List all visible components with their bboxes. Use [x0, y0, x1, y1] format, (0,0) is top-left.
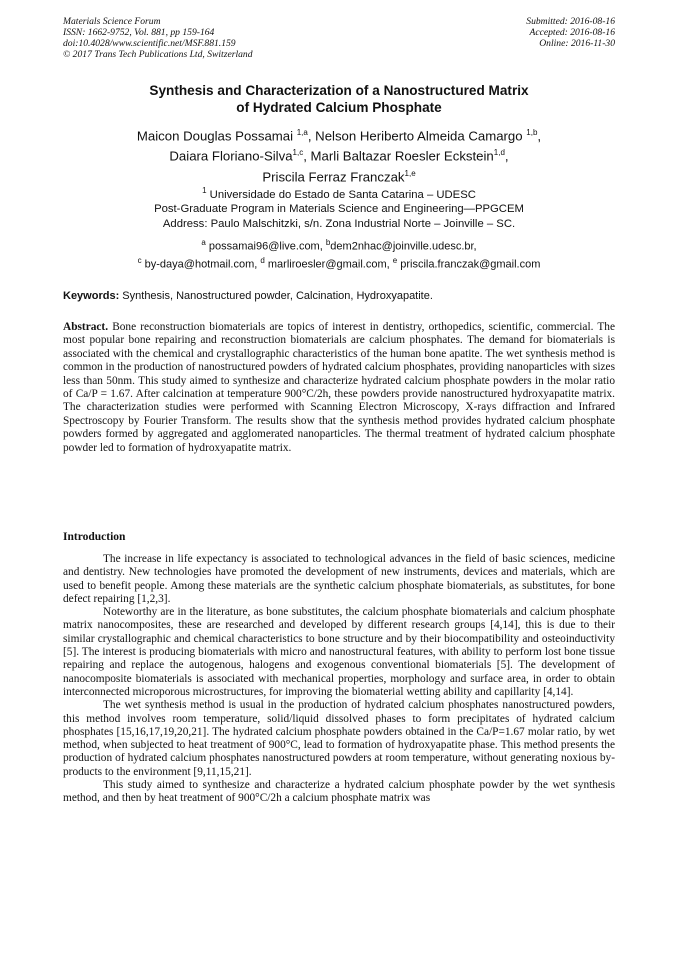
- issn-line: ISSN: 1662-9752, Vol. 881, pp 159-164: [63, 27, 215, 38]
- email-line-1: [40, 236, 638, 254]
- author-separator: ,: [504, 148, 509, 164]
- email-mark: d: [260, 256, 265, 266]
- section-heading-introduction: Introduction: [63, 531, 126, 543]
- abstract-label: Abstract.: [63, 321, 109, 333]
- affiliation-mark: 1: [202, 186, 207, 195]
- email-link[interactable]: dem2nhac@joinville.udesc.br,: [330, 240, 477, 253]
- abstract-text: Bone reconstruction biomaterials are topics of interest in dentistry, orthopedics, scientific, commercial. The most popular bone repairing and reconstruction biomaterials are calcium phosphates. The demand for biomaterials is associated with the chemical and crystallographic characteristics of the human bone apatite. The wet synthesis method is common in the production of nanostructured powders of hydrated calcium phosphates, providing nanoparticles with sizes less than 50nm. This study aimed to synthesize and characterize hydrated calcium phosphate powders in the molar ratio of Ca/P = 1.67. After calcination at temperature 900°C/2h, these powders provide nanostructured hydroxyapatite matrix. The characterization studies were performed with Scanning Electron Microscopy, X-rays diffraction and Infrared Spectroscopy by Fourier Transform. The results show that the synthesis method provides hydrated calcium phosphate powders formed by aggregated and agglomerated nanoparticles. The thermal treatment of hydrated calcium phosphate powder led to formation of hydroxyapatite matrix.: [63, 321, 615, 454]
- author-affil-mark: 1,b: [526, 128, 538, 137]
- email-mark: e: [392, 256, 398, 266]
- accepted-date: Accepted: 2016-08-16: [529, 27, 615, 38]
- author-line-1: [40, 124, 638, 144]
- author-list: [40, 124, 638, 185]
- paragraph: This study aimed to synthesize and characterize a hydrated calcium phosphate powder by the wet synthesis method, and then by heat treatment of 900°C/2h a calcium phosphate matrix was: [63, 779, 615, 805]
- affiliation-line-3: Address: Paulo Malschitzki, s/n. Zona Industrial Norte – Joinville – SC.: [162, 217, 516, 230]
- author-name: , Nelson Heriberto Almeida Camargo: [307, 128, 527, 144]
- author-name: , Marli Baltazar Roesler Eckstein: [303, 148, 494, 164]
- affiliation-institution: Universidade do Estado de Santa Catarina – UDESC: [206, 188, 476, 201]
- keywords: [63, 289, 615, 303]
- author-affil-mark: 1,a: [296, 128, 308, 137]
- submission-dates: [526, 16, 615, 49]
- author-name: Maicon Douglas Possamai: [136, 128, 297, 144]
- email-mark: a: [201, 238, 206, 247]
- email-link[interactable]: possamai96@live.com,: [205, 240, 326, 253]
- affiliation-line-2: Post-Graduate Program in Materials Science and Engineering—PPGCEM: [154, 203, 524, 216]
- affiliation-line-1: [40, 184, 638, 202]
- affiliation: [40, 184, 638, 231]
- email-link[interactable]: priscila.franczak@gmail.com: [397, 258, 541, 271]
- paragraph: The wet synthesis method is usual in the production of hydrated calcium phosphates nanostructured powders, this method involves room temperature, solid/liquid dissolved phases to form precipitates of hydrated calcium phosphates [15,16,17,19,20,21]. The hydrated calcium phosphate powders obtained in the Ca/P=1.67 molar ratio, by wet method, when subjected to heat treatment of 900°C, lead to formation of hydroxyapatite phase. This method presents the production of hydrated calcium phosphates nanostructured powders at room temperature, without generating noxious by-products to the environment [9,11,15,21].: [63, 699, 615, 778]
- journal-info: [63, 16, 253, 60]
- email-line-2: [40, 254, 638, 272]
- author-affil-mark: 1,e: [404, 168, 416, 178]
- author-emails: [40, 236, 638, 272]
- author-affil-mark: 1,c: [292, 148, 304, 158]
- submitted-date: Submitted: 2016-08-16: [526, 16, 615, 27]
- author-separator: ,: [537, 128, 542, 144]
- author-line-3: [40, 165, 638, 185]
- author-name: Priscila Ferraz Franczak: [262, 169, 405, 185]
- title-line-2: of Hydrated Calcium Phosphate: [236, 100, 442, 115]
- abstract: [63, 321, 615, 455]
- author-name: Daiara Floriano-Silva: [169, 148, 293, 164]
- email-link[interactable]: marliroesler@gmail.com,: [264, 258, 393, 271]
- online-date: Online: 2016-11-30: [539, 38, 615, 49]
- keywords-label: Keywords:: [63, 290, 120, 302]
- keywords-text: Synthesis, Nanostructured powder, Calcination, Hydroxyapatite.: [119, 290, 433, 302]
- paragraph: Noteworthy are in the literature, as bone substitutes, the calcium phosphate biomaterials and calcium phosphate matrix nanocomposites, these are researched and developed by different research groups [4,14], this is due to their similar crystallographic and chemical characteristics to bone structure and by their biocompatibility and osteoinductivity [5]. The interest is producing biomaterials with micro and nanostructural features, with ability to perform lost bone tissue repairing and replace the autogenous, halogens and exogenous conventional biomaterials [5]. The development of nanocomposite biomaterials is associated with mechanical properties, morphology and surface area, in order to obtain interconnected microporous microstructures, for improving the biomaterial wetting ability and capillarity [4,14].: [63, 606, 615, 698]
- paper-title: [40, 82, 638, 116]
- introduction-body: [63, 553, 615, 806]
- author-affil-mark: 1,d: [493, 148, 505, 158]
- email-mark: b: [325, 238, 331, 247]
- title-line-1: Synthesis and Characterization of a Nanostructured Matrix: [149, 83, 529, 98]
- email-mark: c: [137, 256, 142, 266]
- author-line-2: [40, 144, 638, 164]
- paragraph: The increase in life expectancy is associated to technological advances in the field of basic sciences, medicine and dentistry. New technologies have promoted the development of new instruments, devices and materials, which are used to benefit people. Among these materials are the synthetic calcium phosphate biomaterials, as substitutes, for bone defect repairing [1,2,3].: [63, 553, 615, 605]
- copyright-line: © 2017 Trans Tech Publications Ltd, Switzerland: [63, 49, 253, 60]
- doi-line: doi:10.4028/www.scientific.net/MSF.881.159: [63, 38, 236, 49]
- journal-name: Materials Science Forum: [63, 16, 161, 27]
- email-link[interactable]: by-daya@hotmail.com,: [141, 258, 261, 271]
